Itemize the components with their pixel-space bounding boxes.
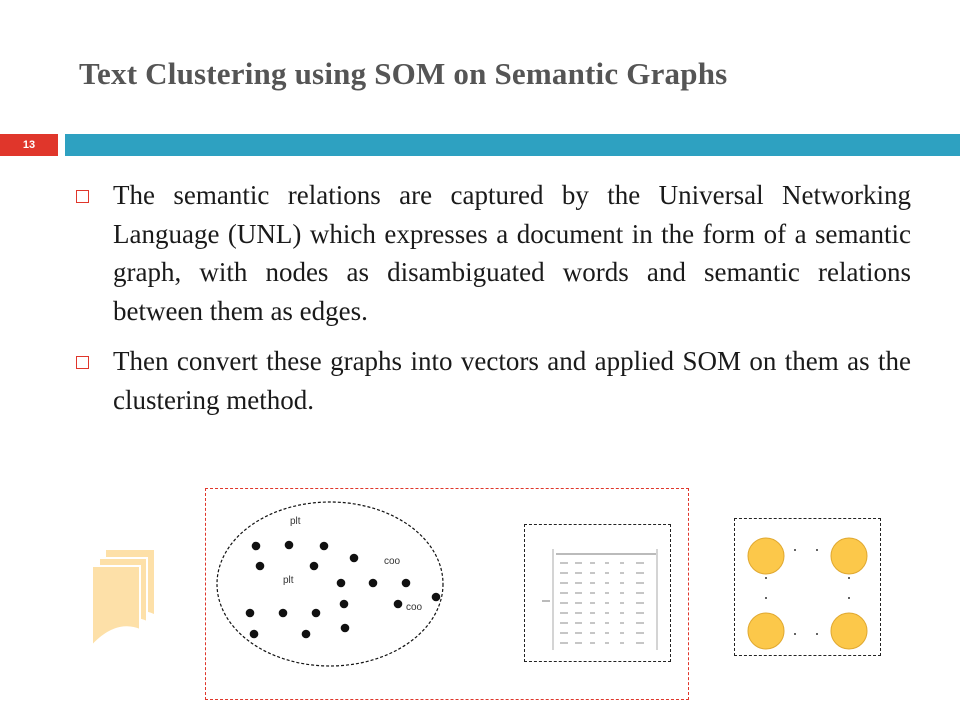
graph-label: plt (290, 516, 301, 527)
slide-title: Text Clustering using SOM on Semantic Graphs (79, 56, 728, 91)
bullet-text: Then convert these graphs into vectors and applied SOM on them as the clustering method. (113, 346, 911, 415)
graph-label: coo (384, 556, 401, 567)
graph-label: plt (283, 575, 294, 586)
graph-label: coo (406, 602, 423, 613)
slide-number: 13 (0, 134, 58, 156)
bullet-text: The semantic relations are captured by the Universal Networking Language (UNL) which expresses a document in the form of a semantic graph, with nodes as disambiguated words and semantic relations between them as edges. (113, 180, 911, 326)
